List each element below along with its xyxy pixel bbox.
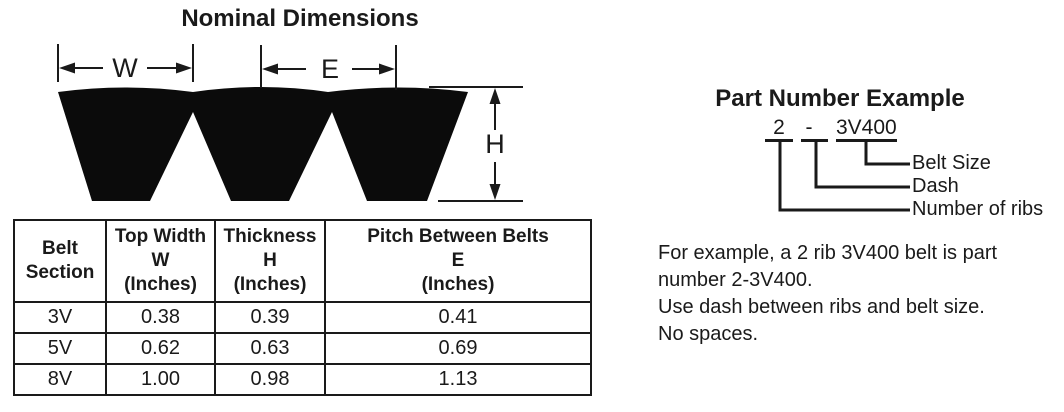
cell-thickness: 0.39 — [215, 302, 325, 333]
e-arrowhead-left — [262, 64, 278, 75]
w-arrowhead-left — [59, 63, 75, 74]
part-number-example-section — [640, 80, 1064, 412]
cell-belt-section: 8V — [14, 364, 106, 395]
e-arrowhead-right — [379, 64, 395, 75]
part-number-ribs-value: 2 — [773, 116, 785, 139]
cell-pitch: 0.41 — [325, 302, 591, 333]
belt-shape — [58, 87, 468, 201]
belt-dimensions-table — [13, 219, 592, 396]
part-number-notes — [658, 240, 997, 348]
h-arrowhead-up — [490, 88, 501, 104]
header-top-width: Top Width W (Inches) — [106, 220, 215, 302]
note-line: For example, a 2 rib 3V400 belt is part — [658, 242, 998, 264]
note-line: No spaces. — [658, 323, 759, 345]
e-dimension-label: E — [320, 54, 340, 84]
table-row — [14, 302, 591, 333]
cell-top-width: 1.00 — [106, 364, 215, 395]
note-line: number 2-3V400. — [658, 269, 813, 291]
cell-belt-section: 3V — [14, 302, 106, 333]
w-arrowhead-right — [176, 63, 192, 74]
part-number-dash-value: - — [805, 116, 813, 139]
part-number-underlines — [765, 139, 897, 142]
belt-cross-section-diagram — [0, 0, 560, 215]
w-dimension-label: W — [112, 53, 138, 83]
cell-thickness: 0.63 — [215, 333, 325, 364]
part-number-belt-size-value: 3V400 — [836, 116, 897, 139]
cell-top-width: 0.62 — [106, 333, 215, 364]
table-header-row — [14, 220, 591, 302]
callout-belt-size: Belt Size — [912, 152, 991, 174]
cell-top-width: 0.38 — [106, 302, 215, 333]
part-number-connector-lines — [780, 141, 910, 210]
callout-dash: Dash — [912, 175, 959, 197]
callout-number-of-ribs: Number of ribs — [912, 198, 1044, 220]
table-row — [14, 333, 591, 364]
cell-belt-section: 5V — [14, 333, 106, 364]
header-belt-section: Belt Section — [14, 220, 106, 302]
h-arrowhead-down — [490, 184, 501, 200]
cell-thickness: 0.98 — [215, 364, 325, 395]
part-number-example-title: Part Number Example — [715, 85, 965, 112]
nominal-dimensions-title: Nominal Dimensions — [181, 5, 419, 32]
table-row — [14, 364, 591, 395]
cell-pitch: 1.13 — [325, 364, 591, 395]
h-dimension-label: H — [485, 129, 505, 159]
note-line: Use dash between ribs and belt size. — [658, 296, 985, 318]
header-pitch: Pitch Between Belts E (Inches) — [325, 220, 591, 302]
cell-pitch: 0.69 — [325, 333, 591, 364]
header-thickness: Thickness H (Inches) — [215, 220, 325, 302]
